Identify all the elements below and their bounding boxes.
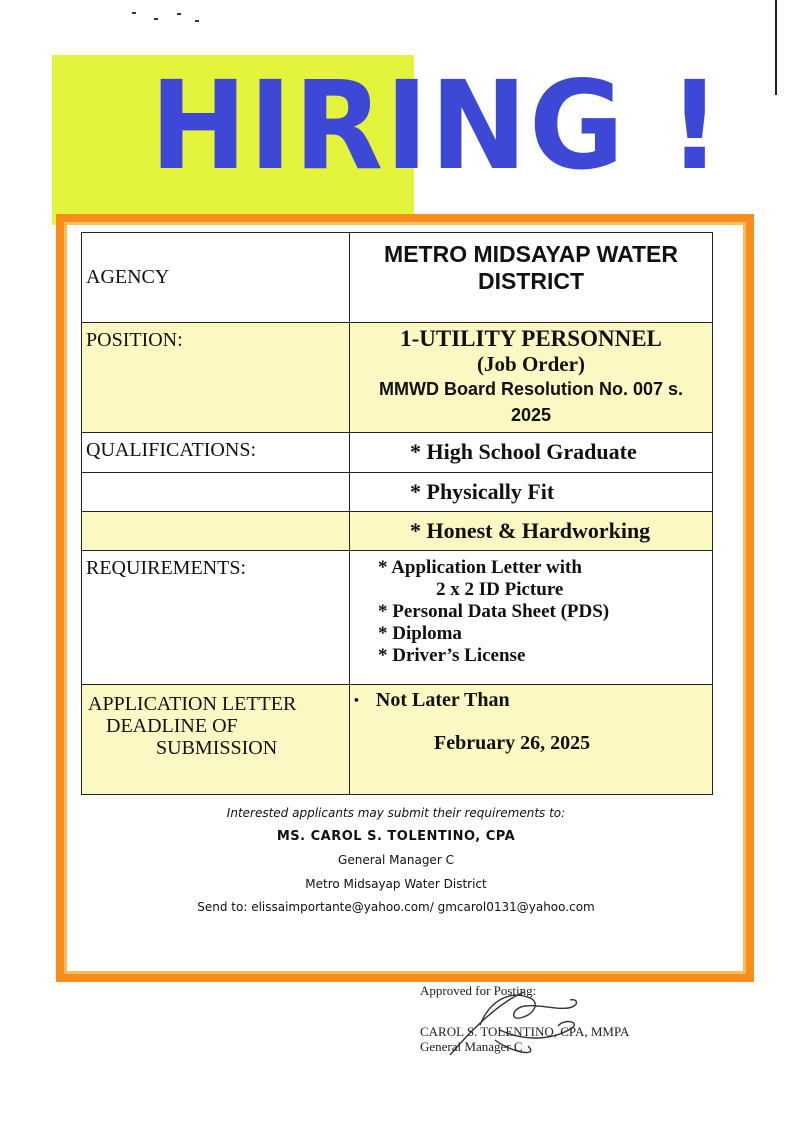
contact-name: MS. CAROL S. TOLENTINO, CPA xyxy=(276,829,516,844)
qualification-item: * Honest & Hardworking xyxy=(350,512,713,551)
contact-title: General Manager C xyxy=(338,853,454,867)
contact-send-to: Send to: elissaimportante@yahoo.com/ gmcarol0131@yahoo.com xyxy=(197,900,595,914)
deadline-label-line2: DEADLINE OF xyxy=(106,715,238,737)
table-row-qualification-3 xyxy=(82,512,713,551)
bullet-icon: • xyxy=(354,693,359,709)
requirements-label: REQUIREMENTS: xyxy=(82,551,350,685)
approved-for-posting-label: Approved for Posting: xyxy=(420,983,537,998)
deadline-label-line1: APPLICATION LETTER xyxy=(88,693,297,715)
qualifications-label: QUALIFICATIONS: xyxy=(82,433,350,473)
qualification-item: * High School Graduate xyxy=(350,433,713,473)
requirement-item: * Driver’s License xyxy=(378,645,526,666)
position-value xyxy=(350,323,713,433)
deadline-date: February 26, 2025 xyxy=(434,732,591,754)
deadline-not-later-than: Not Later Than xyxy=(375,689,510,711)
agency-value xyxy=(350,233,713,323)
deadline-value xyxy=(350,685,713,795)
signer-name: CAROL S. TOLENTINO, CPA, MMPA xyxy=(420,1024,630,1039)
headline-hiring: HIRING ! xyxy=(150,55,724,197)
position-title: 1-UTILITY PERSONNEL xyxy=(400,326,662,351)
deadline-value-row xyxy=(350,685,712,712)
contact-org: Metro Midsayap Water District xyxy=(305,877,487,891)
table-row-qualification-1 xyxy=(82,433,713,473)
deadline-label xyxy=(82,685,350,795)
agency-value-line2: DISTRICT xyxy=(477,268,585,294)
agency-label: AGENCY xyxy=(82,233,350,323)
position-resolution-year: 2025 xyxy=(510,405,552,425)
deadline-label-line3: SUBMISSION xyxy=(156,737,278,759)
requirements-list xyxy=(350,551,713,685)
table-row-agency xyxy=(82,233,713,323)
empty-cell xyxy=(82,473,350,512)
table-row-position xyxy=(82,323,713,433)
qualification-item: * Physically Fit xyxy=(350,473,713,512)
job-info-table xyxy=(81,232,713,795)
requirement-item: * Personal Data Sheet (PDS) xyxy=(378,601,610,622)
table-row-qualification-2 xyxy=(82,473,713,512)
requirement-item: * Application Letter with xyxy=(378,557,582,578)
position-resolution: MMWD Board Resolution No. 007 s. xyxy=(378,379,684,399)
agency-value-line1: METRO MIDSAYAP WATER xyxy=(384,241,678,267)
position-type: (Job Order) xyxy=(477,352,585,376)
empty-cell xyxy=(82,512,350,551)
requirement-item: 2 x 2 ID Picture xyxy=(436,579,564,600)
signer-title: General Manager C xyxy=(420,1039,523,1054)
position-label: POSITION: xyxy=(82,323,350,433)
table-row-deadline xyxy=(82,685,713,795)
scan-edge-line xyxy=(775,0,777,95)
requirement-item: * Diploma xyxy=(378,623,462,644)
contact-intro: Interested applicants may submit their requirements to: xyxy=(226,806,566,820)
table-row-requirements xyxy=(82,551,713,685)
